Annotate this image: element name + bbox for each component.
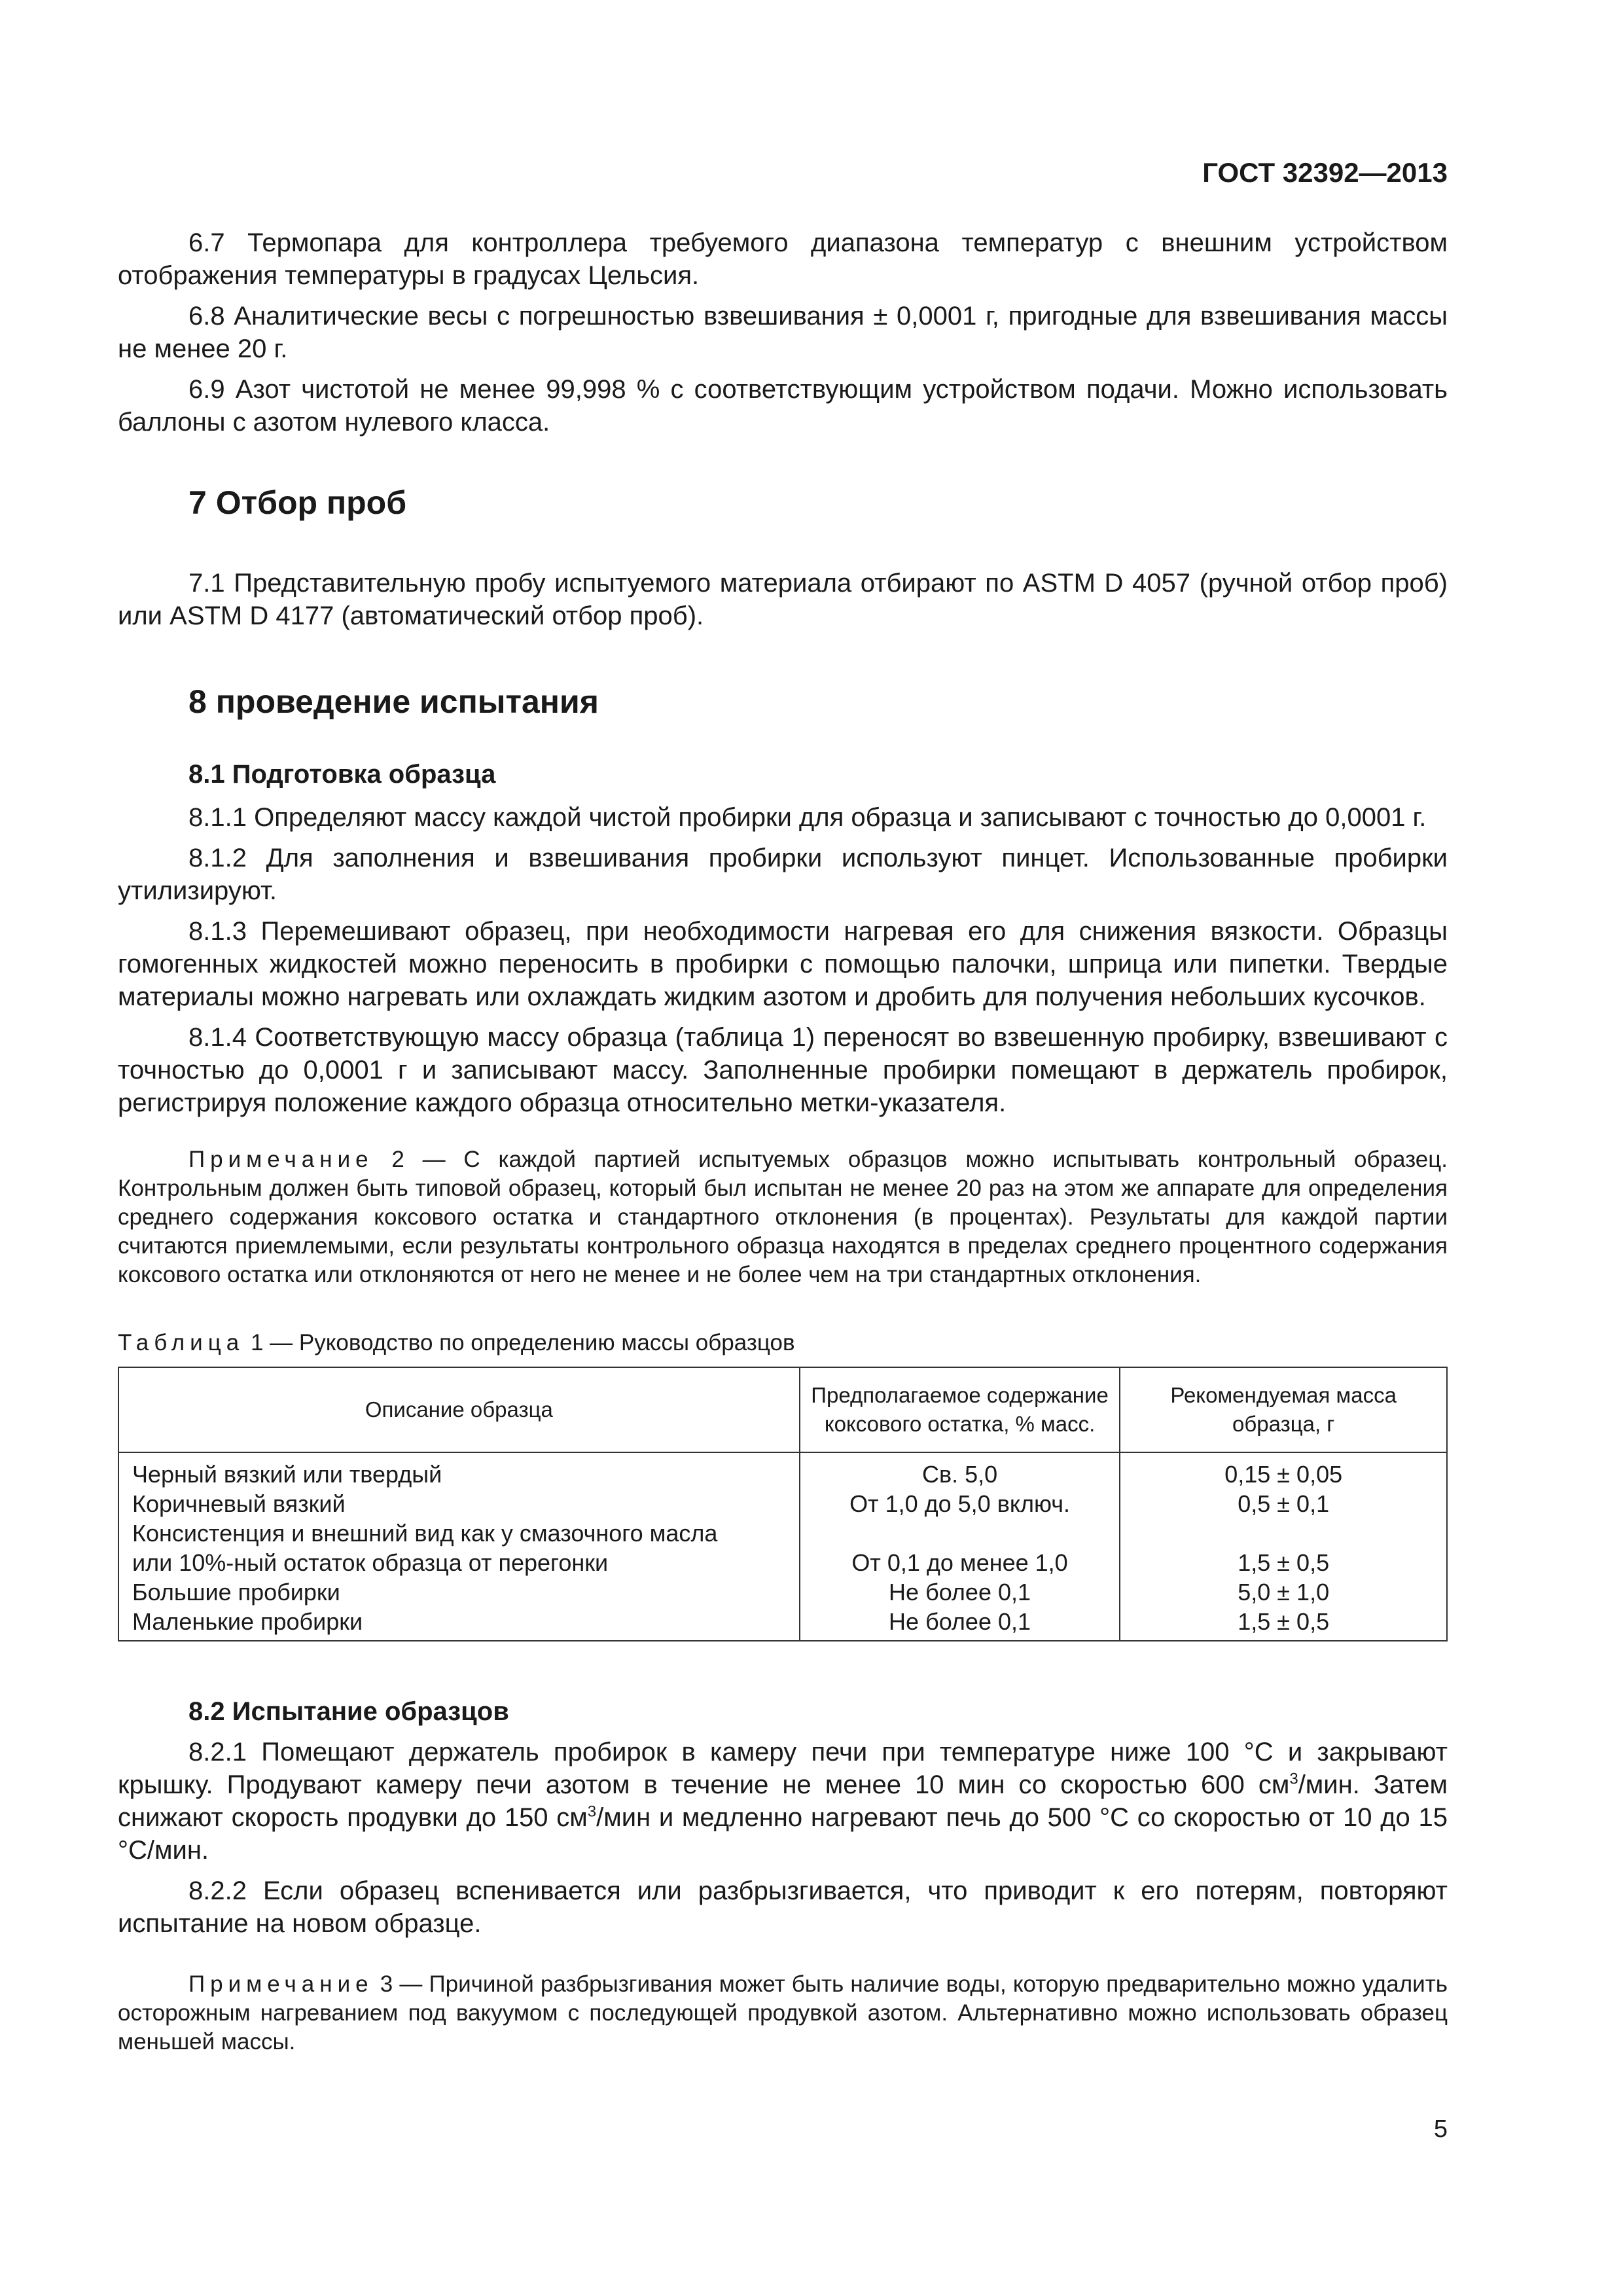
page-number: 5 — [1433, 2115, 1448, 2143]
table-header-description: Описание образца — [118, 1367, 800, 1452]
table-cell-description: Консистенция и внешний вид как у смазочного масла — [118, 1518, 800, 1548]
superscript-3: 3 — [1289, 1770, 1298, 1788]
table-cell-description: Черный вязкий или твердый — [118, 1452, 800, 1489]
table-row — [118, 1577, 1447, 1607]
paragraph-8-1-2: 8.1.2 Для заполнения и взвешивания пробирки используют пинцет. Использованные пробирки утилизируют. — [118, 844, 1448, 905]
table-cell-coke-content: От 0,1 до менее 1,0 — [800, 1548, 1120, 1577]
table-cell-sample-mass: 1,5 ± 0,5 — [1120, 1607, 1447, 1641]
table-cell-sample-mass: 5,0 ± 1,0 — [1120, 1577, 1447, 1607]
paragraph-6-9: 6.9 Азот чистотой не менее 99,998 % с соответствующим устройством подачи. Можно использовать баллоны с азотом нулевого класса. — [118, 375, 1448, 437]
table-cell-coke-content — [800, 1518, 1120, 1548]
subsection-8-2-title: 8.2 Испытание образцов — [188, 1697, 509, 1726]
paragraph-6-7: 6.7 Термопара для контроллера требуемого диапазона температур с внешним устройством отображения температуры в градусах Цельсия. — [118, 228, 1448, 290]
subsection-8-1-title: 8.1 Подготовка образца — [188, 760, 496, 789]
paragraph-8-1-4: 8.1.4 Соответствующую массу образца (таблица 1) переносят во взвешенную пробирку, взвешивают с точностью до 0,0001 г и записывают массу. Заполненные пробирки помещают в держатель пробирок, регистрируя положение каждого образца относительно метки-указателя. — [118, 1023, 1448, 1117]
paragraph-8-1-3: 8.1.3 Перемешивают образец, при необходимости нагревая его для снижения вязкости. Образцы гомогенных жидкостей можно переносить в пробирки с помощью палочки, шприца или пипетки. Твердые материалы можно нагревать или охлаждать жидким азотом и дробить для получения небольших кусочков. — [118, 917, 1448, 1011]
paragraph-6-8: 6.8 Аналитические весы с погрешностью взвешивания ± 0,0001 г, пригодные для взвешивания массы не менее 20 г. — [118, 302, 1448, 363]
table-1 — [118, 1367, 1448, 1641]
table-header-sample-mass: Рекомендуемая масса образца, г — [1120, 1367, 1447, 1452]
paragraph-8-2-1 — [118, 1736, 1448, 1867]
table-cell-sample-mass — [1120, 1518, 1447, 1548]
table-cell-sample-mass: 0,15 ± 0,05 — [1120, 1452, 1447, 1489]
note-2 — [118, 1145, 1448, 1289]
page-content — [118, 226, 1448, 2056]
table-cell-description: или 10%-ный остаток образца от перегонки — [118, 1548, 800, 1577]
note-3-text: 3 — Причиной разбрызгивания может быть наличие воды, которую предварительно можно удалить осторожным нагреванием под вакуумом с последующей продувкой азотом. Альтернативно можно использовать образец меньшей массы. — [118, 1971, 1448, 2054]
paragraph-8-2-1-part-a: 8.2.1 Помещают держатель пробирок в камеру печи при температуре ниже 100 °С и закрывают крышку. Продувают камеру печи азотом в течение не менее 10 мин со скоростью 600 см — [118, 1738, 1448, 1799]
document-code-header: ГОСТ 32392—2013 — [1202, 157, 1448, 188]
table-cell-coke-content: Не более 0,1 — [800, 1577, 1120, 1607]
paragraph-8-2-1-part-c: /мин и медленно нагревают печь до 500 °С со скоростью от 10 до 15 °С/мин. — [118, 1803, 1448, 1865]
note-2-label: Примечание — [188, 1147, 374, 1172]
table-1-caption — [118, 1329, 1448, 1357]
section-7-title: 7 Отбор проб — [188, 484, 407, 521]
paragraph-7-1: 7.1 Представительную пробу испытуемого материала отбирают по ASTM D 4057 (ручной отбор проб) или ASTM D 4177 (автоматический отбор проб). — [118, 569, 1448, 630]
note-3-label: Примечание — [188, 1971, 374, 1997]
section-8-title: 8 проведение испытания — [188, 683, 599, 720]
paragraph-8-1-1: 8.1.1 Определяют массу каждой чистой пробирки для образца и записывают с точностью до 0,0001 г. — [188, 803, 1427, 832]
table-cell-description: Коричневый вязкий — [118, 1489, 800, 1518]
table-row — [118, 1489, 1447, 1518]
table-row — [118, 1452, 1447, 1489]
table-cell-sample-mass: 1,5 ± 0,5 — [1120, 1548, 1447, 1577]
superscript-3: 3 — [587, 1803, 597, 1821]
paragraph-8-2-2: 8.2.2 Если образец вспенивается или разбрызгивается, что приводит к его потерям, повторяют испытание на новом образце. — [118, 1876, 1448, 1938]
note-3 — [118, 1970, 1448, 2056]
table-cell-coke-content: Св. 5,0 — [800, 1452, 1120, 1489]
table-row — [118, 1548, 1447, 1577]
paragraph-8-2-1-part-b: /мин. Затем снижают скорость продувки до 150 см — [118, 1770, 1448, 1832]
table-cell-coke-content: От 1,0 до 5,0 включ. — [800, 1489, 1120, 1518]
table-header-coke-content: Предполагаемое содержание коксового остатка, % масс. — [800, 1367, 1120, 1452]
table-cell-coke-content: Не более 0,1 — [800, 1607, 1120, 1641]
note-2-text: 2 — С каждой партией испытуемых образцов можно испытывать контрольный образец. Контрольным должен быть типовой образец, который был испытан не менее 20 раз на этом же аппарате для определения среднего содержания коксового остатка и стандартного отклонения (в процентах). Результаты для каждой партии считаются приемлемыми, если результаты контрольного образца находятся в пределах среднего процентного содержания коксового остатка или отклоняются от него не менее и не более чем на три стандартных отклонения. — [118, 1147, 1448, 1287]
table-row — [118, 1607, 1447, 1641]
table-header-row — [118, 1367, 1447, 1452]
table-row — [118, 1518, 1447, 1548]
table-cell-description: Большие пробирки — [118, 1577, 800, 1607]
table-1-caption-label: Таблица — [118, 1330, 245, 1355]
table-1-caption-text: 1 — Руководство по определению массы образцов — [244, 1330, 795, 1355]
table-cell-description: Маленькие пробирки — [118, 1607, 800, 1641]
table-cell-sample-mass: 0,5 ± 0,1 — [1120, 1489, 1447, 1518]
